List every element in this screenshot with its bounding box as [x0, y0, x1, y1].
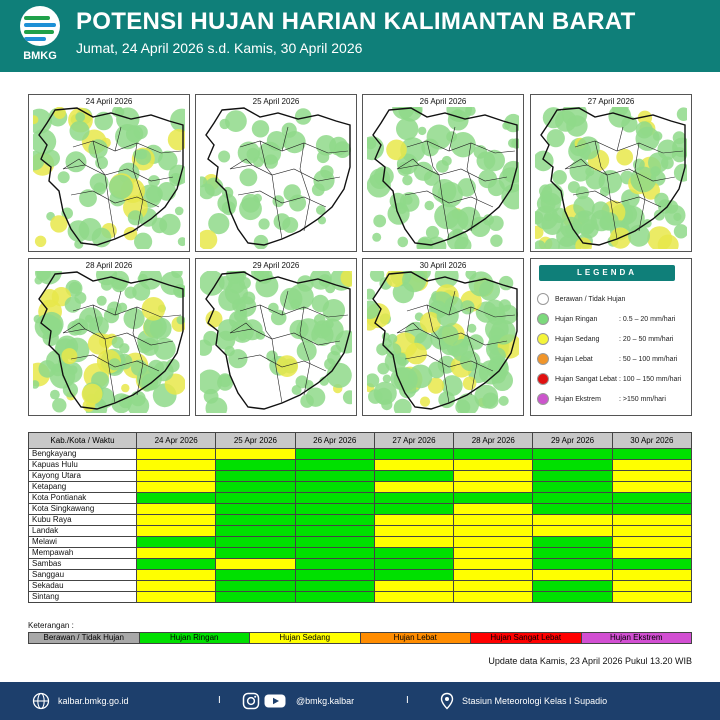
forecast-cell-ringan: [533, 581, 612, 592]
forecast-cell-ringan: [295, 504, 374, 515]
keterangan-item: Hujan Sangat Lebat: [471, 633, 582, 643]
map-date-label: 27 April 2026: [587, 97, 635, 106]
forecast-cell-ringan: [137, 493, 216, 504]
instagram-icon[interactable]: [242, 692, 260, 710]
forecast-cell-ringan: [374, 504, 453, 515]
table-row: [29, 515, 692, 526]
forecast-cell-ringan: [137, 537, 216, 548]
globe-icon: [32, 692, 50, 710]
forecast-cell-sedang: [612, 515, 691, 526]
forecast-cell-ringan: [216, 460, 295, 471]
forecast-cell-sedang: [612, 537, 691, 548]
forecast-cell-sedang: [137, 515, 216, 526]
bmkg-logo-icon: [20, 6, 60, 46]
forecast-cell-sedang: [612, 526, 691, 537]
forecast-cell-ringan: [295, 570, 374, 581]
forecast-cell-ringan: [374, 471, 453, 482]
rain-map: [33, 107, 185, 249]
forecast-cell-sedang: [374, 460, 453, 471]
legend-item-berawan: Berawan / Tidak Hujan: [537, 293, 687, 307]
footer-separator: I: [406, 695, 409, 706]
forecast-cell-sedang: [374, 537, 453, 548]
legend-item-sangat-lebat: Hujan Sangat Lebat : 100 – 150 mm/hari: [537, 373, 687, 387]
forecast-cell-sedang: [612, 570, 691, 581]
forecast-cell-sedang: [533, 526, 612, 537]
table-row: [29, 537, 692, 548]
forecast-cell-ringan: [295, 548, 374, 559]
table-row: [29, 504, 692, 515]
forecast-cell-sedang: [454, 515, 533, 526]
update-timestamp: Update data Kamis, 23 April 2026 Pukul 13.20 WIB: [488, 656, 692, 666]
legend-swatch: [537, 353, 549, 365]
forecast-cell-ringan: [216, 515, 295, 526]
forecast-cell-ringan: [216, 570, 295, 581]
forecast-cell-ringan: [612, 493, 691, 504]
legend-item-lebat: Hujan Lebat : 50 – 100 mm/hari: [537, 353, 687, 367]
region-name-cell: Kota Pontianak: [29, 493, 137, 504]
table-header-date: 24 Apr 2026: [137, 433, 216, 449]
forecast-cell-ringan: [295, 592, 374, 603]
map-panel: [530, 94, 692, 252]
region-name-cell: Melawi: [29, 537, 137, 548]
bmkg-logo: [14, 6, 66, 68]
forecast-cell-ringan: [533, 482, 612, 493]
forecast-cell-ringan: [216, 471, 295, 482]
rain-map: [200, 107, 352, 249]
forecast-cell-ringan: [533, 449, 612, 460]
region-name-cell: Sintang: [29, 592, 137, 603]
forecast-cell-sedang: [137, 592, 216, 603]
forecast-cell-ringan: [216, 526, 295, 537]
map-panel: [28, 258, 190, 416]
forecast-cell-sedang: [137, 548, 216, 559]
keterangan-item: Hujan Lebat: [361, 633, 472, 643]
rain-map: [200, 271, 352, 413]
table-header-date: 26 Apr 2026: [295, 433, 374, 449]
forecast-cell-sedang: [137, 482, 216, 493]
table-row: [29, 471, 692, 482]
region-name-cell: Kota Singkawang: [29, 504, 137, 515]
forecast-cell-ringan: [454, 493, 533, 504]
table-row: [29, 493, 692, 504]
table-header-date: 30 Apr 2026: [612, 433, 691, 449]
map-panel: [195, 258, 357, 416]
forecast-cell-ringan: [216, 493, 295, 504]
forecast-cell-sedang: [454, 559, 533, 570]
table-header-date: 27 Apr 2026: [374, 433, 453, 449]
table-row: [29, 581, 692, 592]
forecast-cell-sedang: [454, 504, 533, 515]
forecast-cell-sedang: [454, 537, 533, 548]
forecast-cell-ringan: [533, 460, 612, 471]
forecast-cell-sedang: [454, 482, 533, 493]
forecast-cell-sedang: [612, 592, 691, 603]
forecast-cell-ringan: [374, 559, 453, 570]
forecast-cell-ringan: [612, 504, 691, 515]
forecast-cell-ringan: [216, 592, 295, 603]
legend-item-ekstrem: Hujan Ekstrem : >150 mm/hari: [537, 393, 687, 407]
forecast-cell-sedang: [454, 581, 533, 592]
forecast-cell-ringan: [295, 493, 374, 504]
region-name-cell: Kapuas Hulu: [29, 460, 137, 471]
map-date-label: 28 April 2026: [85, 261, 133, 270]
footer-website-link[interactable]: kalbar.bmkg.go.id: [58, 696, 129, 706]
forecast-cell-ringan: [374, 570, 453, 581]
forecast-cell-ringan: [216, 537, 295, 548]
forecast-cell-ringan: [612, 559, 691, 570]
forecast-cell-ringan: [533, 592, 612, 603]
location-pin-icon: [438, 692, 456, 710]
footer-separator: I: [218, 695, 221, 706]
map-panel: [362, 258, 524, 416]
rain-map: [33, 271, 185, 413]
table-row: [29, 460, 692, 471]
table-row: [29, 548, 692, 559]
forecast-cell-ringan: [374, 449, 453, 460]
footer-station-name: Stasiun Meteorologi Kelas I Supadio: [462, 696, 608, 706]
forecast-cell-ringan: [533, 537, 612, 548]
legend-swatch: [537, 373, 549, 385]
forecast-cell-sedang: [374, 581, 453, 592]
forecast-cell-ringan: [137, 559, 216, 570]
page-subtitle: Jumat, 24 April 2026 s.d. Kamis, 30 April 2026: [76, 40, 363, 56]
region-name-cell: Mempawah: [29, 548, 137, 559]
forecast-cell-sedang: [612, 581, 691, 592]
map-panel: [362, 94, 524, 252]
forecast-cell-ringan: [374, 548, 453, 559]
forecast-cell-ringan: [216, 504, 295, 515]
keterangan-item: Hujan Sedang: [250, 633, 361, 643]
table-header-region: Kab./Kota / Waktu: [29, 433, 137, 449]
rain-map: [367, 107, 519, 249]
forecast-cell-sedang: [454, 548, 533, 559]
forecast-cell-sedang: [454, 526, 533, 537]
keterangan-label: Keterangan :: [28, 621, 74, 630]
forecast-cell-ringan: [216, 581, 295, 592]
legend-panel: [530, 258, 692, 416]
map-date-label: 26 April 2026: [419, 97, 467, 106]
forecast-cell-sedang: [612, 460, 691, 471]
table-body: [29, 449, 692, 603]
table-header-date: 28 Apr 2026: [454, 433, 533, 449]
map-date-label: 30 April 2026: [419, 261, 467, 270]
forecast-cell-sedang: [374, 592, 453, 603]
forecast-cell-ringan: [295, 482, 374, 493]
forecast-cell-sedang: [454, 460, 533, 471]
footer-social-handle[interactable]: @bmkg.kalbar: [296, 696, 355, 706]
forecast-cell-ringan: [295, 559, 374, 570]
forecast-cell-sedang: [533, 515, 612, 526]
region-name-cell: Sanggau: [29, 570, 137, 581]
forecast-cell-ringan: [612, 449, 691, 460]
map-panel: [195, 94, 357, 252]
forecast-cell-sedang: [612, 471, 691, 482]
forecast-cell-ringan: [454, 449, 533, 460]
forecast-cell-ringan: [374, 493, 453, 504]
table-header-date: 25 Apr 2026: [216, 433, 295, 449]
forecast-cell-sedang: [454, 471, 533, 482]
rain-map: [367, 271, 519, 413]
forecast-cell-ringan: [533, 504, 612, 515]
forecast-cell-ringan: [295, 449, 374, 460]
forecast-cell-ringan: [216, 548, 295, 559]
forecast-cell-sedang: [137, 449, 216, 460]
map-date-label: 25 April 2026: [252, 97, 300, 106]
forecast-cell-sedang: [612, 548, 691, 559]
table-row: [29, 482, 692, 493]
table-row: [29, 592, 692, 603]
forecast-cell-sedang: [454, 592, 533, 603]
footer-bar: [0, 682, 720, 720]
table-header-row: [29, 433, 692, 449]
table-row: [29, 570, 692, 581]
forecast-cell-sedang: [374, 526, 453, 537]
forecast-cell-ringan: [295, 515, 374, 526]
forecast-cell-sedang: [137, 570, 216, 581]
forecast-cell-ringan: [295, 581, 374, 592]
forecast-cell-sedang: [533, 570, 612, 581]
legend-title: LEGENDA: [539, 265, 675, 281]
table-row: [29, 526, 692, 537]
map-date-label: 29 April 2026: [252, 261, 300, 270]
map-date-label: 24 April 2026: [85, 97, 133, 106]
forecast-cell-sedang: [137, 471, 216, 482]
legend-item-ringan: Hujan Ringan : 0.5 – 20 mm/hari: [537, 313, 687, 327]
legend-swatch: [537, 313, 549, 325]
keterangan-item: Berawan / Tidak Hujan: [29, 633, 140, 643]
legend-swatch: [537, 293, 549, 305]
legend-swatch: [537, 333, 549, 345]
region-name-cell: Landak: [29, 526, 137, 537]
table-row: [29, 559, 692, 570]
region-name-cell: Bengkayang: [29, 449, 137, 460]
logo-text: BMKG: [23, 50, 57, 62]
forecast-cell-ringan: [295, 537, 374, 548]
map-panel: [28, 94, 190, 252]
legend-swatch: [537, 393, 549, 405]
forecast-cell-ringan: [295, 471, 374, 482]
forecast-table: [28, 432, 692, 603]
forecast-cell-ringan: [295, 526, 374, 537]
forecast-cell-sedang: [612, 482, 691, 493]
forecast-cell-ringan: [533, 471, 612, 482]
region-name-cell: Sekadau: [29, 581, 137, 592]
forecast-cell-sedang: [137, 504, 216, 515]
forecast-cell-sedang: [454, 570, 533, 581]
legend-item-sedang: Hujan Sedang : 20 – 50 mm/hari: [537, 333, 687, 347]
forecast-cell-ringan: [216, 482, 295, 493]
forecast-cell-ringan: [295, 460, 374, 471]
keterangan-bar: [28, 632, 692, 644]
youtube-icon[interactable]: [264, 692, 286, 710]
forecast-cell-sedang: [137, 526, 216, 537]
forecast-cell-sedang: [216, 559, 295, 570]
forecast-cell-sedang: [137, 460, 216, 471]
rain-map: [535, 107, 687, 249]
forecast-cell-sedang: [374, 515, 453, 526]
region-name-cell: Kubu Raya: [29, 515, 137, 526]
keterangan-item: Hujan Ekstrem: [582, 633, 692, 643]
header-bar: [0, 0, 720, 72]
region-name-cell: Sambas: [29, 559, 137, 570]
forecast-cell-sedang: [374, 482, 453, 493]
region-name-cell: Kayong Utara: [29, 471, 137, 482]
forecast-cell-ringan: [533, 493, 612, 504]
forecast-cell-sedang: [137, 581, 216, 592]
keterangan-item: Hujan Ringan: [140, 633, 251, 643]
forecast-cell-ringan: [533, 559, 612, 570]
region-name-cell: Ketapang: [29, 482, 137, 493]
table-header-date: 29 Apr 2026: [533, 433, 612, 449]
forecast-cell-sedang: [216, 449, 295, 460]
page-title: POTENSI HUJAN HARIAN KALIMANTAN BARAT: [76, 8, 636, 35]
forecast-cell-ringan: [533, 548, 612, 559]
table-row: [29, 449, 692, 460]
